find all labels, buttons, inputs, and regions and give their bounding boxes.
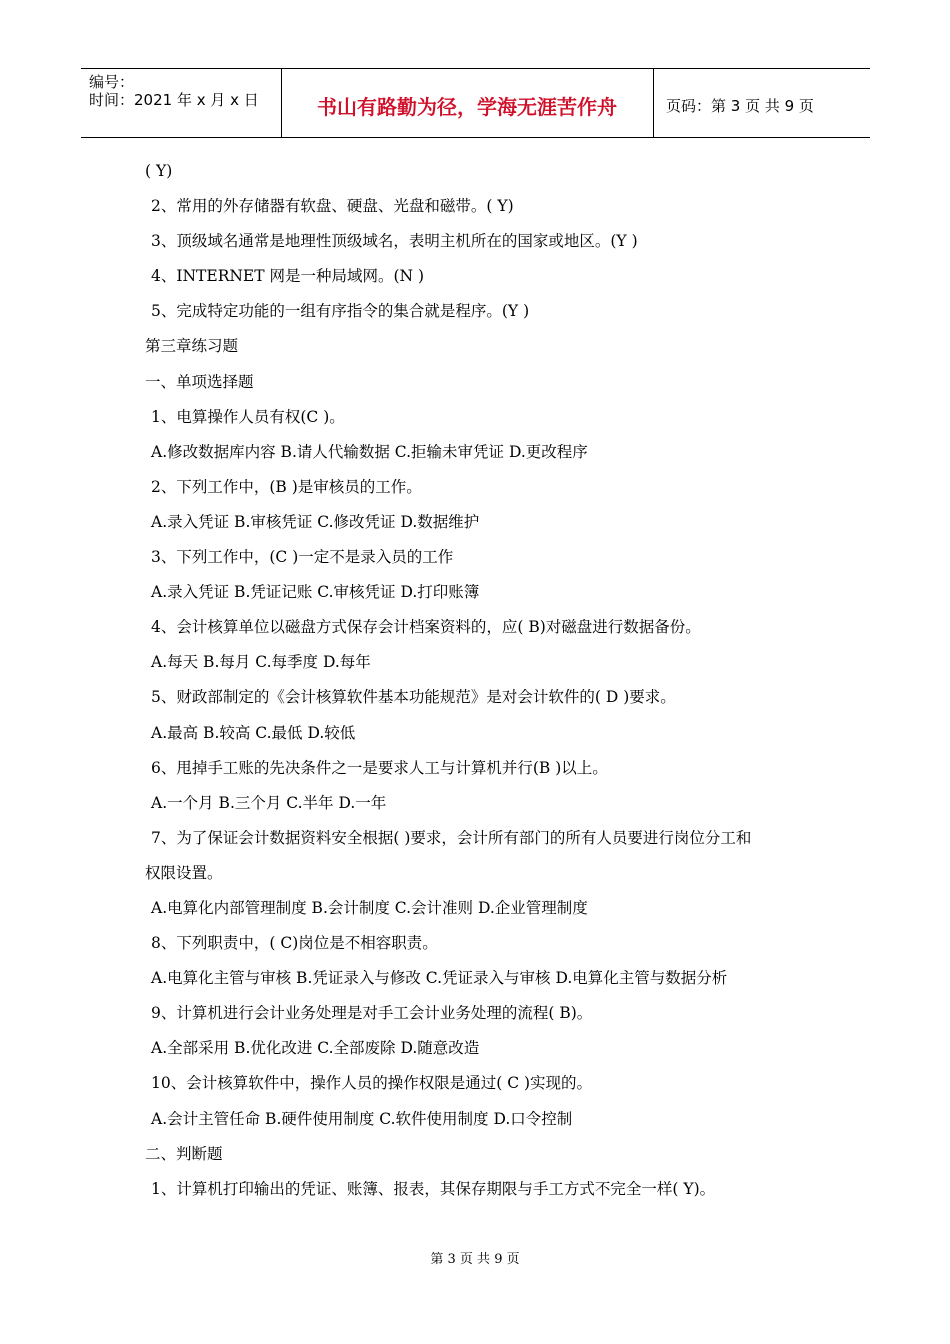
text-line: 1、计算机打印输出的凭证、账簿、报表，其保存期限与手工方式不完全一样( Y)。 (151, 1179, 716, 1198)
header-motto: 书山有路勤为径，学海无涯苦作舟 (317, 95, 617, 119)
text-line: 6、甩掉手工账的先决条件之一是要求人工与计算机并行(B )以上。 (151, 758, 608, 777)
text-line: A.录入凭证 B.审核凭证 C.修改凭证 D.数据维护 (151, 512, 480, 531)
text-line: A.录入凭证 B.凭证记账 C.审核凭证 D.打印账簿 (151, 583, 480, 602)
text-line: 2、常用的外存储器有软盘、硬盘、光盘和磁带。( Y) (151, 197, 514, 216)
text-line: 10、会计核算软件中，操作人员的操作权限是通过( C )实现的。 (151, 1074, 593, 1093)
text-line: 权限设置。 (145, 863, 223, 882)
text-line: 5、财政部制定的《会计核算软件基本功能规范》是对会计软件的( D )要求。 (151, 688, 676, 707)
page-footer: 第 3 页 共 9 页 (430, 1252, 520, 1267)
doc-number-label: 编号： (89, 73, 135, 91)
text-line: 4、会计核算单位以磁盘方式保存会计档案资料的，应( B)对磁盘进行数据备份。 (151, 618, 701, 637)
text-line: 3、顶级域名通常是地理性顶级域名，表明主机所在的国家或地区。(Y ) (151, 232, 638, 251)
text-line: 3、下列工作中，(C )一定不是录入员的工作 (151, 548, 454, 567)
text-line: A.一个月 B.三个月 C.半年 D.一年 (151, 793, 387, 812)
text-line: A.全部采用 B.优化改进 C.全部废除 D.随意改造 (151, 1039, 480, 1058)
text-line: 2、下列工作中，(B )是审核员的工作。 (151, 477, 422, 496)
text-line: A.会计主管任命 B.硬件使用制度 C.软件使用制度 D.口令控制 (151, 1109, 573, 1128)
text-line: 1、电算操作人员有权(C )。 (151, 407, 345, 426)
header-motto-cell (281, 69, 654, 137)
text-line: 7、为了保证会计数据资料安全根据( )要求，会计所有部门的所有人员要进行岗位分工和 (151, 828, 752, 847)
header-page-label: 页码：第 3 页 共 9 页 (666, 97, 814, 115)
text-line: 第三章练习题 (145, 337, 239, 356)
text-line: A.电算化主管与审核 B.凭证录入与修改 C.凭证录入与审核 D.电算化主管与数据分析 (151, 969, 728, 988)
header-meta-cell (81, 69, 282, 137)
document-body (145, 158, 825, 1211)
page-header (81, 68, 870, 138)
text-line: 9、计算机进行会计业务处理是对手工会计业务处理的流程( B)。 (151, 1004, 593, 1023)
text-line: A.电算化内部管理制度 B.会计制度 C.会计准则 D.企业管理制度 (151, 898, 588, 917)
text-line: A.修改数据库内容 B.请人代输数据 C.拒输未审凭证 D.更改程序 (151, 442, 588, 461)
header-page-cell (654, 69, 870, 137)
text-line: A.最高 B.较高 C.最低 D.较低 (151, 723, 356, 742)
doc-time-label: 时间：2021 年 x 月 x 日 (89, 91, 259, 109)
text-line: 4、INTERNET 网是一种局域网。(N ) (151, 267, 425, 286)
text-line: 5、完成特定功能的一组有序指令的集合就是程序。(Y ) (151, 302, 530, 321)
text-line: 一、单项选择题 (145, 372, 254, 391)
text-line: 8、下列职责中，( C)岗位是不相容职责。 (151, 934, 438, 953)
text-line: 二、判断题 (145, 1144, 223, 1163)
text-line: ( Y) (145, 162, 173, 180)
text-line: A.每天 B.每月 C.每季度 D.每年 (151, 653, 371, 672)
